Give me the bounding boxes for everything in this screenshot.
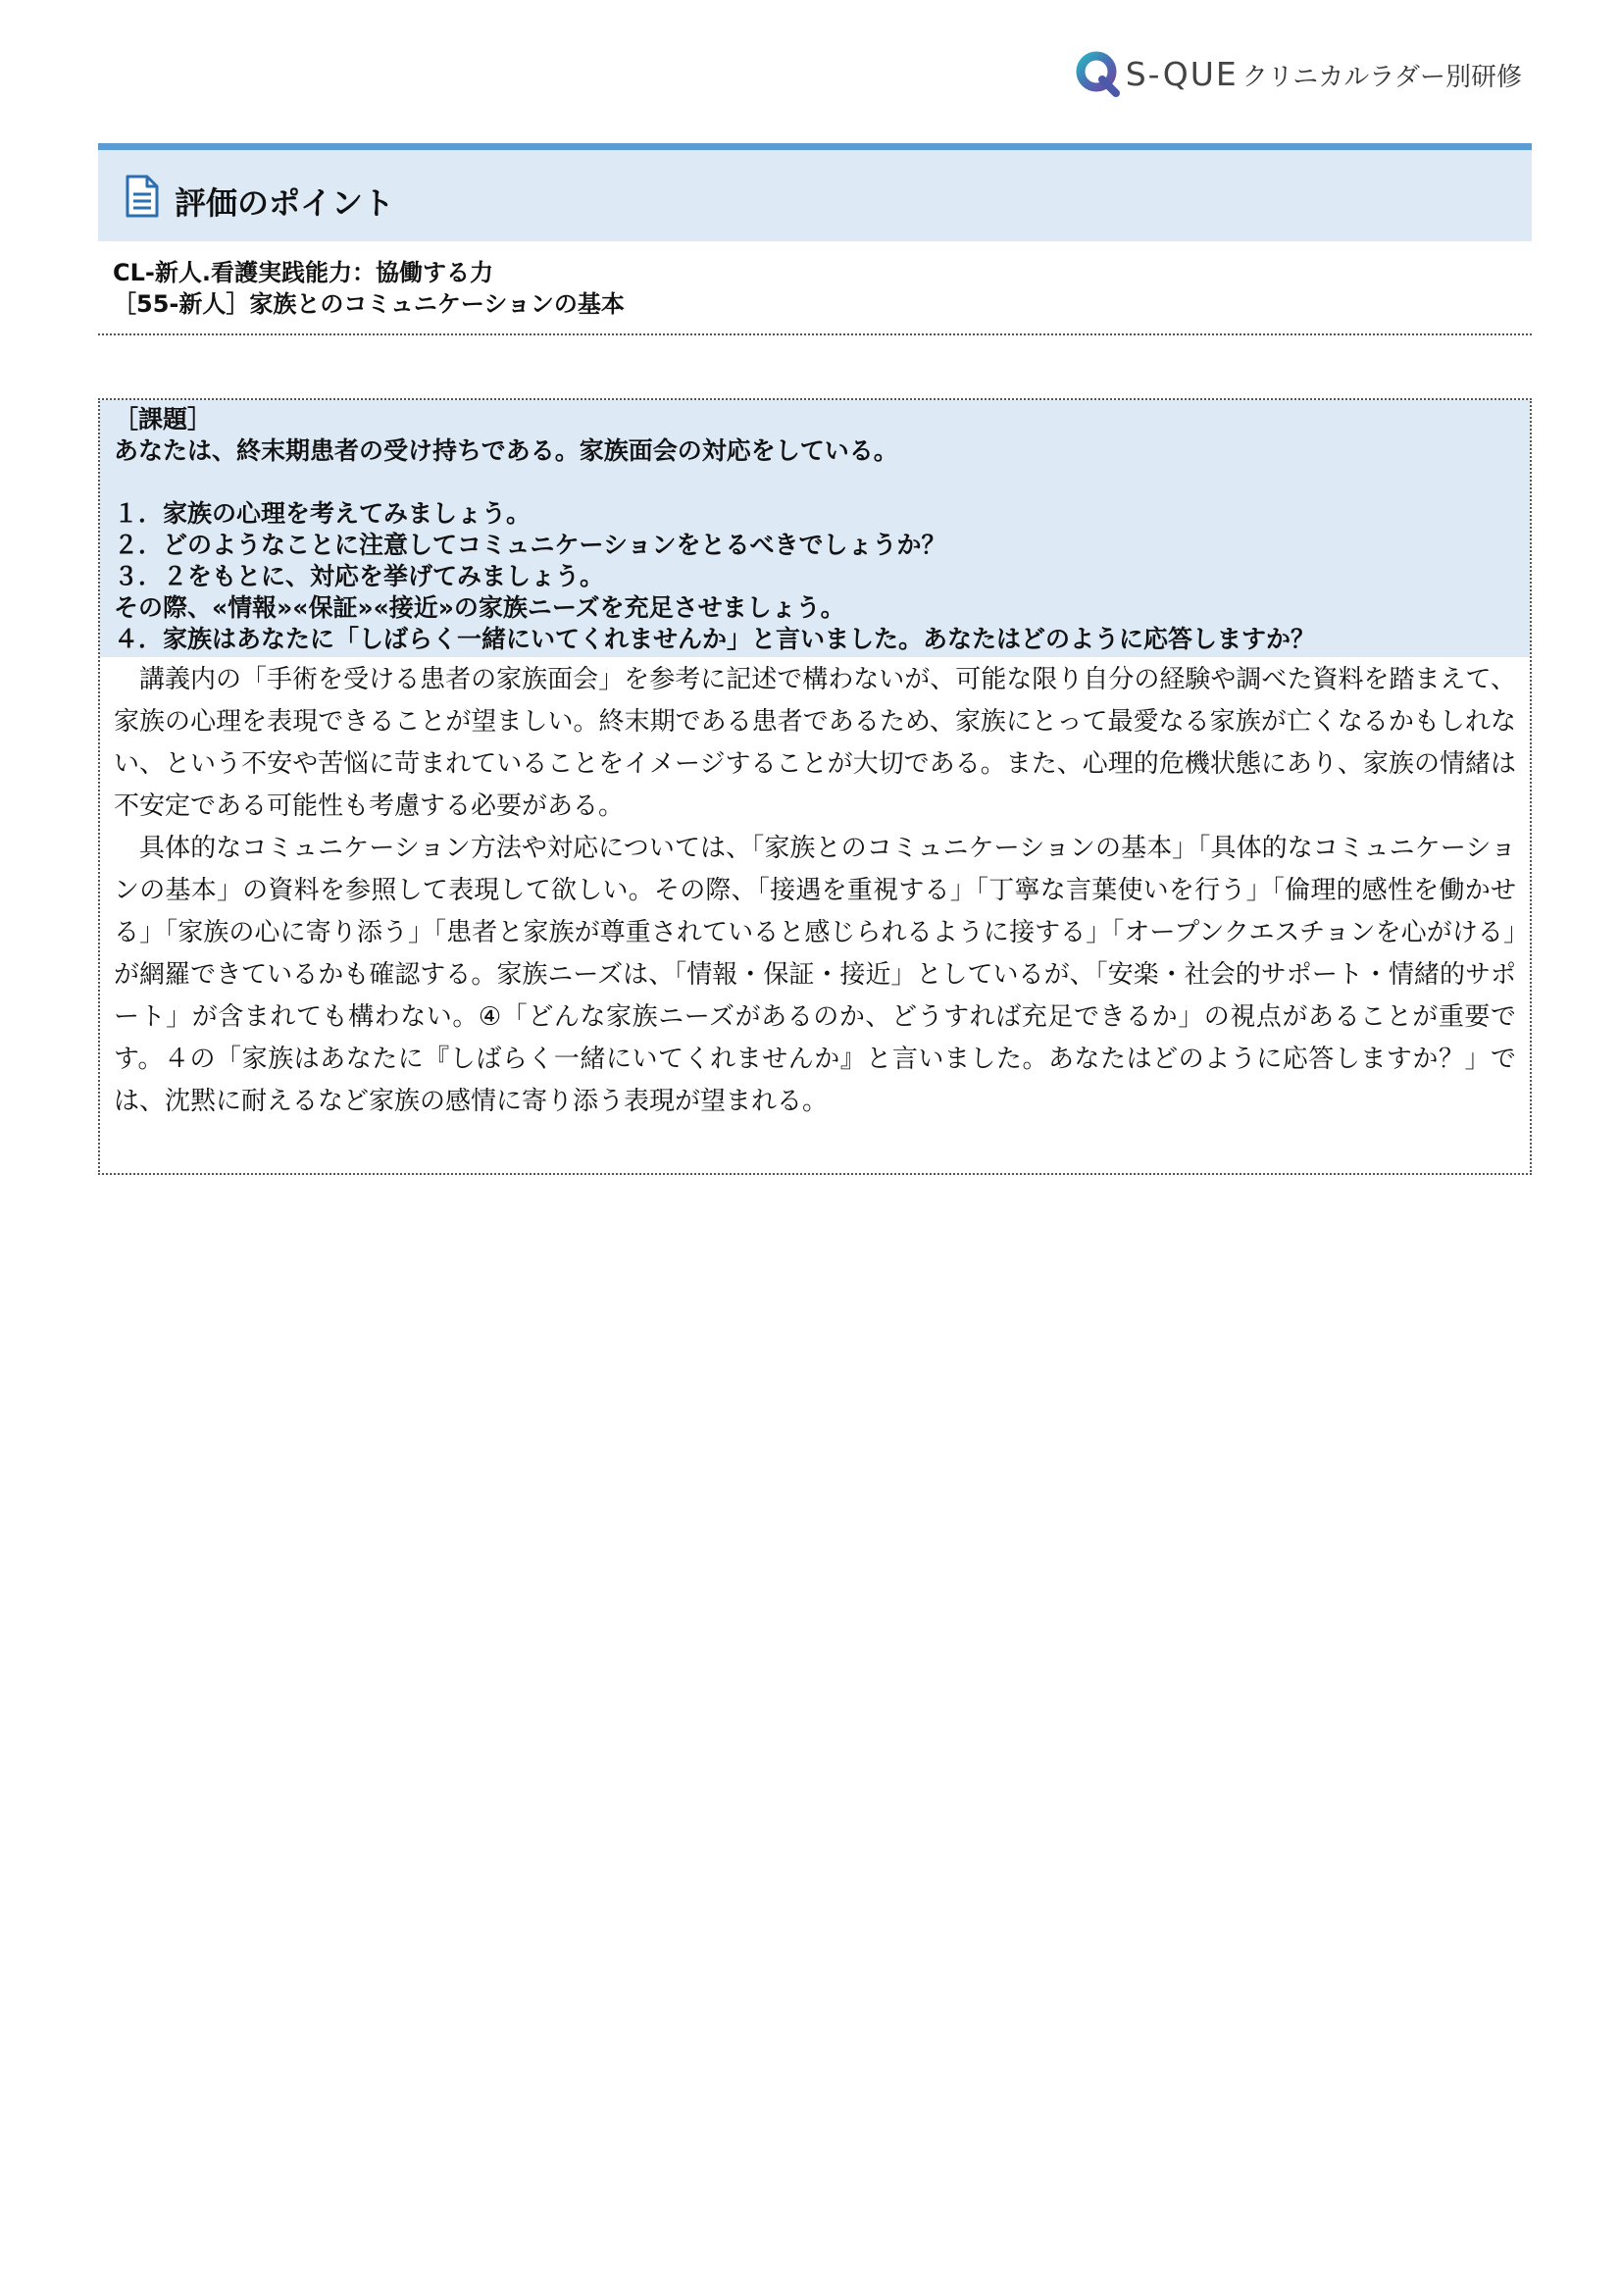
task-item: その際、«情報»«保証»«接近»の家族ニーズを充足させましょう。 xyxy=(114,593,845,622)
subtitle-line-1: CL-新人.看護実践能力：協働する力 xyxy=(113,259,493,286)
q-logo-icon xyxy=(1075,50,1122,97)
body-paragraph: 具体的なコミュニケーション方法や対応については、「家族とのコミュニケーションの基本」「具体的なコミュニケーションの基本」の資料を参照して表現して欲しい。その際、「接遇を重視する」「丁寧な言葉使いを行う」「倫理的感性を働かせる」「家族の心に寄り添う」「患者と家族が尊重されていると感じられるように接する」「オープンクエスチョンを心がける」が網羅できているかも確認する。家族ニーズは、「情報・保証・接近」としているが、「安楽・社会的サポート・情緒的サポート」が含まれても構わない。④「どんな家族ニーズがあるのか、どうすれば充足できるか」の視点があることが重要です。４の「家族はあなたに『しばらく一緒にいてくれませんか』と言いました。あなたはどのように応答しますか？」では、沈黙に耐えるなど家族の感情に寄り添う表現が望まれる。 xyxy=(114,834,1516,1116)
task-intro: あなたは、終末期患者の受け持ちである。家族面会の対応をしている。 xyxy=(114,436,898,465)
task-item: １．家族の心理を考えてみましょう。 xyxy=(114,499,532,528)
logo-brand: S-QUE xyxy=(1125,54,1239,93)
body-paragraph: 講義内の「手術を受ける患者の家族面会」を参考に記述で構わないが、可能な限り自分の経験や調べた資料を踏まえて、家族の心理を表現できることが望ましい。終末期である患者であるため、家族にとって最愛なる家族が亡くなるかもしれない、という不安や苦悩に苛まれていることをイメージすることが大切である。また、心理的危機状態にあり、家族の情緒は不安定である可能性も考慮する必要がある。 xyxy=(114,665,1516,821)
document-icon xyxy=(126,175,159,218)
header-logo xyxy=(1075,47,1522,100)
section-title: 評価のポイント xyxy=(175,183,395,222)
section-header xyxy=(98,143,1532,241)
course-subtitle xyxy=(113,257,625,320)
task-label: ［課題］ xyxy=(114,405,213,434)
task-item: ３．２をもとに、対応を挙げてみましょう。 xyxy=(114,562,605,590)
task-box xyxy=(98,398,1532,1175)
task-body xyxy=(100,657,1530,1123)
divider xyxy=(98,333,1532,335)
subtitle-line-2: ［55-新人］家族とのコミュニケーションの基本 xyxy=(113,290,625,318)
logo-subtitle: クリニカルラダー別研修 xyxy=(1241,62,1522,92)
task-item: ４．家族はあなたに「しばらく一緒にいてくれませんか」と言いました。あなたはどのように応答しますか？ xyxy=(114,625,1316,653)
task-header xyxy=(100,400,1530,657)
task-item: ２．どのようなことに注意してコミュニケーションをとるべきでしょうか？ xyxy=(114,531,946,559)
